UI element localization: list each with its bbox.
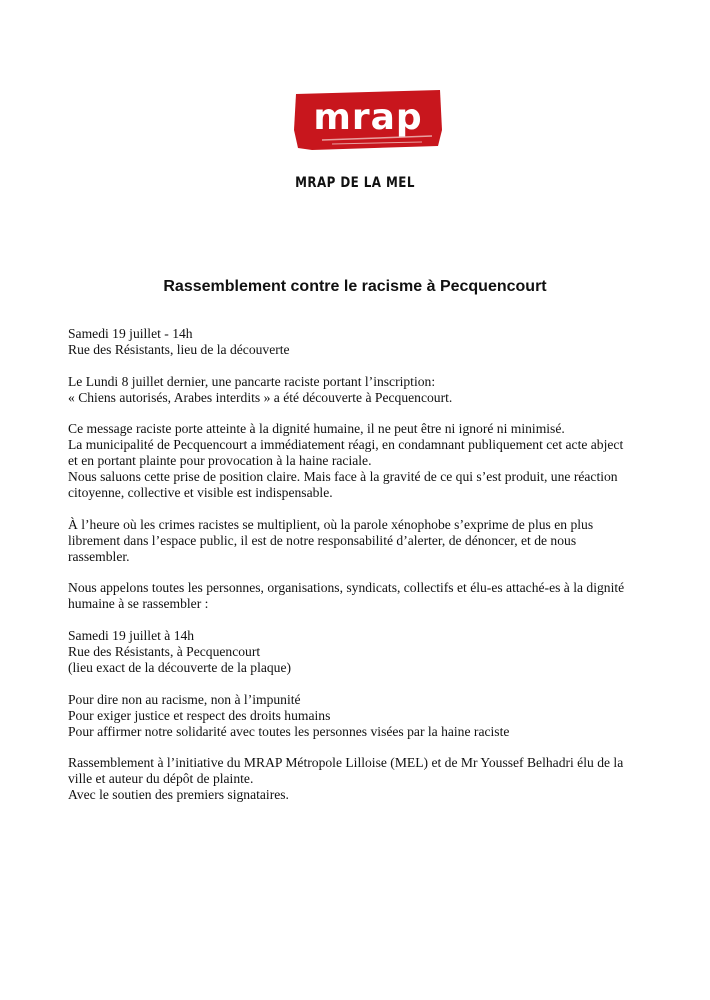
paragraph <box>68 421 658 501</box>
text-line: Rue des Résistants, à Pecquencourt <box>68 644 261 660</box>
text-line: Le Lundi 8 juillet dernier, une pancarte raciste portant l’inscription: <box>68 373 436 389</box>
text-line: Pour dire non au racisme, non à l’impunité <box>68 691 301 707</box>
paragraph <box>68 580 658 612</box>
mrap-logo <box>292 90 444 150</box>
text-line: Samedi 19 juillet - 14h <box>68 326 193 341</box>
text-line: ville et auteur du dépôt de plainte. <box>68 771 254 787</box>
text-line: rassembler. <box>68 548 130 564</box>
text-line: Nous saluons cette prise de position claire. Mais face à la gravité de ce qui s’est produit, une réaction <box>68 469 618 485</box>
document-body <box>68 326 658 819</box>
text-line: Pour affirmer notre solidarité avec toutes les personnes visées par la haine raciste <box>68 723 510 739</box>
text-line: Nous appelons toutes les personnes, organisations, syndicats, collectifs et élu-es attaché-es à la dignité <box>68 580 625 596</box>
organization-name: MRAP DE LA MEL <box>295 175 415 191</box>
text-line: Rue des Résistants, lieu de la découverte <box>68 341 290 357</box>
paragraph <box>68 692 658 740</box>
text-line: La municipalité de Pecquencourt a immédiatement réagi, en condamnant publiquement cet acte abject <box>68 437 624 453</box>
paragraph <box>68 374 658 406</box>
document-title: Rassemblement contre le racisme à Pecquencourt <box>163 278 547 295</box>
text-line: et en portant plainte pour provocation à la haine raciale. <box>68 453 372 469</box>
paragraph <box>68 755 658 803</box>
text-line: Samedi 19 juillet à 14h <box>68 628 195 644</box>
paragraph <box>68 517 658 565</box>
text-line: citoyenne, collective et visible est indispensable. <box>68 485 333 501</box>
text-line: Pour exiger justice et respect des droits humains <box>68 707 331 723</box>
logo-text: mrap <box>313 96 423 138</box>
text-line: (lieu exact de la découverte de la plaque) <box>68 659 292 675</box>
paragraph <box>68 326 658 358</box>
text-line: humaine à se rassembler : <box>68 596 209 612</box>
text-line: Avec le soutien des premiers signataires. <box>68 787 289 803</box>
text-line: « Chiens autorisés, Arabes interdits » a été découverte à Pecquencourt. <box>68 389 453 405</box>
text-line: Rassemblement à l’initiative du MRAP Métropole Lilloise (MEL) et de Mr Youssef Belhadri élu de la <box>68 755 624 771</box>
paragraph <box>68 628 658 676</box>
text-line: À l’heure où les crimes racistes se multiplient, où la parole xénophobe s’exprime de plus en plus <box>68 516 594 532</box>
text-line: librement dans l’espace public, il est de notre responsabilité d’alerter, de dénoncer, et de nous <box>68 532 577 548</box>
text-line: Ce message raciste porte atteinte à la dignité humaine, il ne peut être ni ignoré ni minimisé. <box>68 421 565 437</box>
